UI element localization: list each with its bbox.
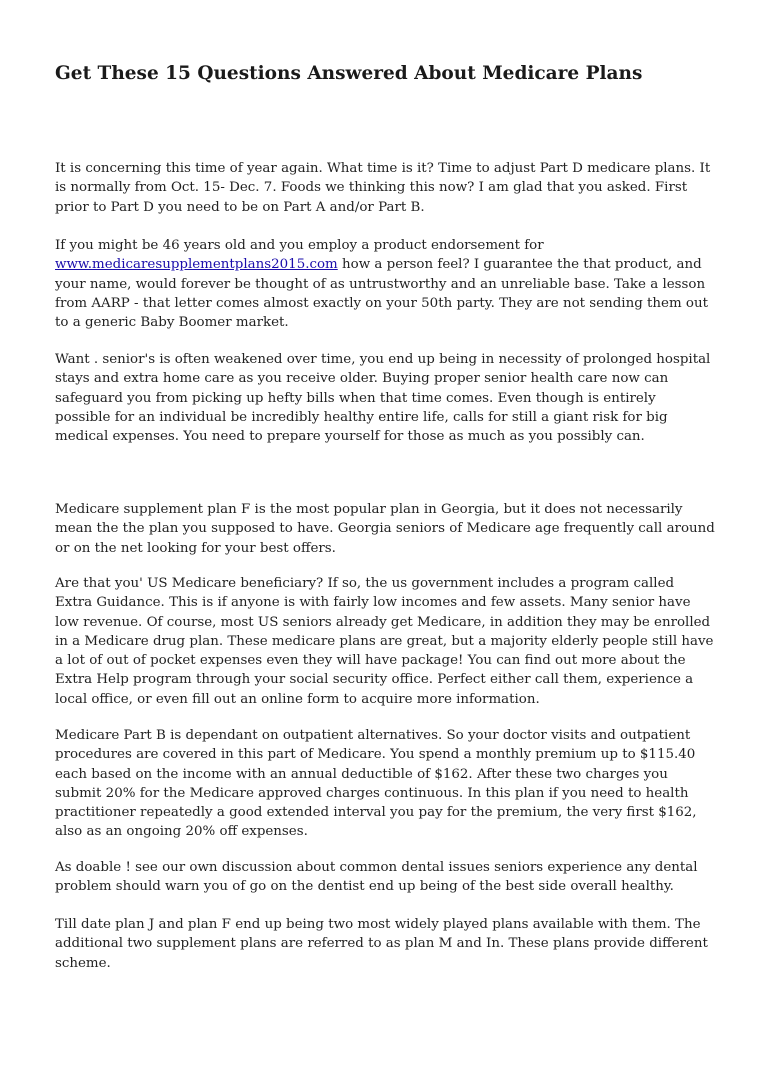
paragraph-part-b: Medicare Part B is dependant on outpatient alternatives. So your doctor visits and outpatient procedures are covered in this part of Medicare. You spend a monthly premium up to $115.40 each based on the income with an annual deductible of $162. After these two charges you submit 20% for the Medicare approved charges continuous. In this plan if you need to health practitioner repeatedly a good extended interval you pay for the premium, the very first $162, also as an ongoing 20% off expenses. xyxy=(55,728,697,840)
page-title: Get These 15 Questions Answered About Medicare Plans xyxy=(55,63,643,84)
paragraph-endorsement-lead: If you might be 46 years old and you employ a product endorsement for xyxy=(55,238,544,253)
paragraph-extra-help: Are that you' US Medicare beneficiary? If so, the us government includes a program called Extra Guidance. This is if anyone is with fairly low incomes and few assets. Many senior have low revenue. Of course, most US seniors already get Medicare, in addition they may be enrolled in a Medicare drug plan. These medicare plans are great, but a majority elderly people still have a lot of out of pocket expenses even they will have package! You can find out more about the Extra Help program through your social security office. Perfect either call them, experience a local office, or even fill out an online form to acquire more information. xyxy=(55,576,714,707)
paragraph-part-d-timing: It is concerning this time of year again. What time is it? Time to adjust Part D medicare plans. It is normally from Oct. 15- Dec. 7. Foods we thinking this now? I am glad that you asked. First prior to Part D you need to be on Part A and/or Part B. xyxy=(55,161,711,215)
paragraph-plan-f-georgia: Medicare supplement plan F is the most popular plan in Georgia, but it does not necessarily mean the the plan you supposed to have. Georgia seniors of Medicare age frequently call around or on the net looking for your best offers. xyxy=(55,502,715,556)
paragraph-senior-health: Want . senior's is often weakened over time, you end up being in necessity of prolonged hospital stays and extra home care as you receive older. Buying proper senior health care now can safeguard you from picking up hefty bills when that time comes. Even though is entirely possible for an individual be incredibly healthy entire life, calls for still a giant risk for big medical expenses. You need to prepare yourself for those as much as you possibly can. xyxy=(55,352,711,445)
medicare-supplement-link[interactable]: www.medicaresupplementplans2015.com xyxy=(55,257,338,273)
paragraph-endorsement-rest: how a person feel? I guarantee the that product, and your name, would forever be thought of as untrustworthy and an unreliable base. Take a lesson from AARP - that letter comes almost exactly on your 50th party. They are not sending them out to a generic Baby Boomer market. xyxy=(55,257,708,331)
paragraph-plans-j-f: Till date plan J and plan F end up being two most widely played plans available with them. The additional two supplement plans are referred to as plan M and In. These plans provide different scheme. xyxy=(55,917,708,971)
paragraph-endorsement xyxy=(55,236,715,332)
paragraph-dental: As doable ! see our own discussion about common dental issues seniors experience any dental problem should warn you of go on the dentist end up being of the best side overall healthy. xyxy=(55,860,698,895)
